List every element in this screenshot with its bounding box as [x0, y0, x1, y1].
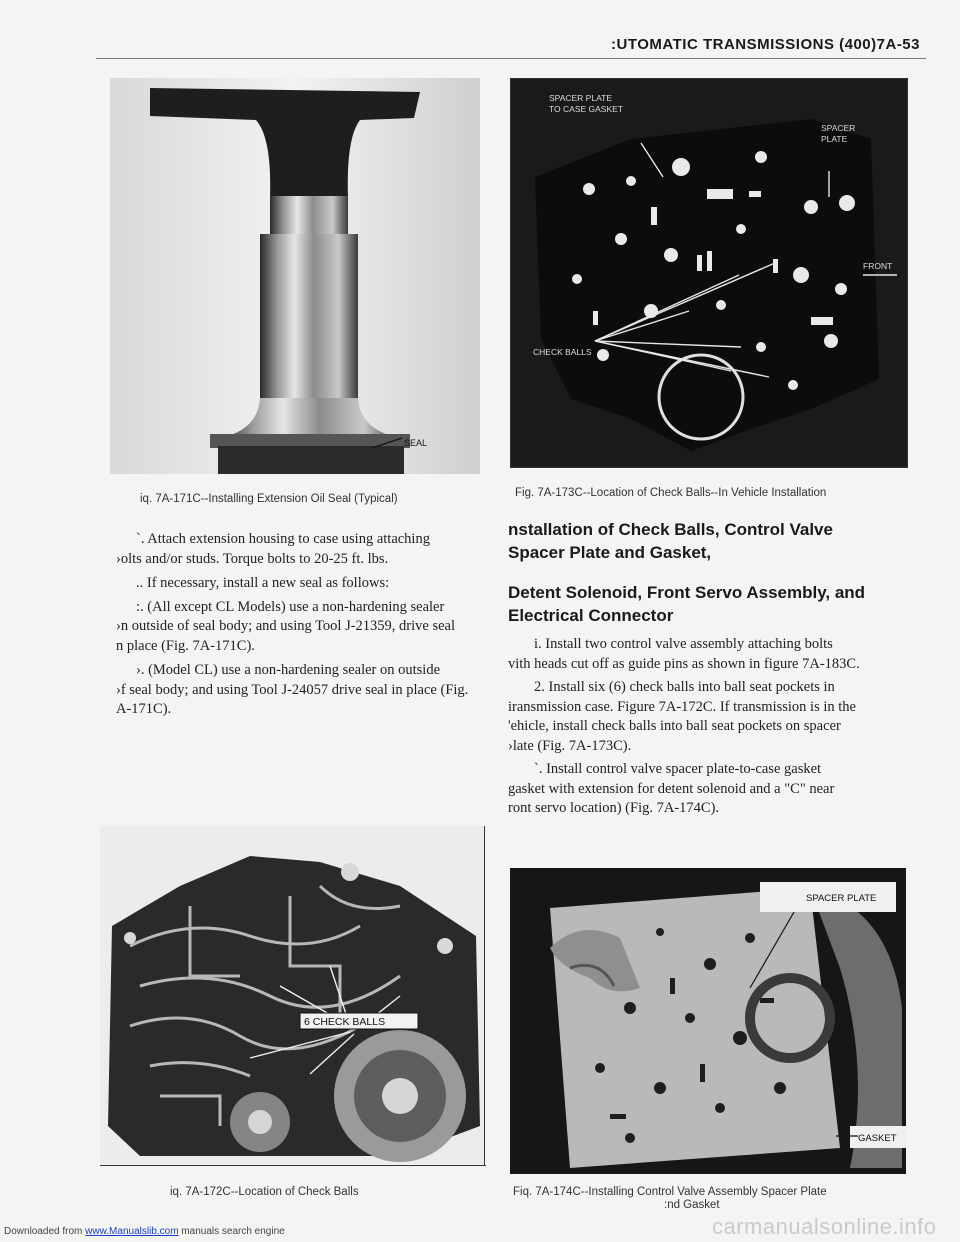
download-footer [4, 1226, 285, 1237]
step-attach-line1: `. Attach extension housing to case using attaching [136, 531, 430, 547]
install-step2-line1: 2. Install six (6) check balls into ball seat pockets in [534, 679, 835, 695]
spacer-plate-label: SPACER PLATE [806, 893, 877, 904]
install-step3-line1: `. Install control valve spacer plate-to-case gasket [534, 761, 822, 777]
heading-installation-line2: Spacer Plate and Gasket, [508, 543, 712, 562]
left-column-text [116, 530, 488, 720]
step-seal-intro: .. If necessary, install a new seal as follows: [136, 575, 390, 591]
case-check-balls-photo [100, 826, 484, 1164]
figure-172c [100, 826, 486, 1166]
step-a-line3: n place (Fig. 7A-171C). [116, 637, 255, 654]
heading-installation-line1: nstallation of Check Balls, Control Valve [508, 520, 833, 539]
figure-173c [510, 78, 908, 468]
figure-frame [907, 78, 908, 468]
six-check-balls-label: 6 CHECK BALLS [304, 1016, 386, 1028]
figure-frame [100, 1165, 486, 1166]
install-step2-line2: iransmission case. Figure 7A-172C. If transmission is in the [508, 698, 856, 715]
figure-173c-caption: Fig. 7A-173C--Location of Check Balls--In Vehicle Installation [515, 487, 827, 499]
step-b-line3: A-171C). [116, 701, 172, 717]
install-step2-line3: 'ehicle, install check balls into ball seat pockets on spacer [508, 718, 841, 734]
spacer-install-photo [510, 868, 906, 1174]
install-step3-line2: gasket with extension for detent solenoid and a "C" near [508, 780, 835, 797]
footer-suffix: manuals search engine [178, 1226, 285, 1237]
spacer-plate-photo [511, 79, 907, 467]
label-spacer-line2: PLATE [821, 134, 848, 144]
label-spacer-line1: SPACER [821, 123, 856, 133]
figure-174c [510, 868, 906, 1174]
gasket-label: GASKET [858, 1133, 897, 1144]
page-header: :UTOMATIC TRANSMISSIONS (400)7A-53 [611, 36, 920, 53]
step-b-line1: ›. (Model CL) use a non-hardening sealer on outside [136, 662, 441, 678]
label-spacer-to-case-line2: TO CASE GASKET [549, 104, 624, 114]
header-rule [96, 58, 926, 59]
figure-frame [484, 826, 485, 1166]
install-step1-line2: vith heads cut off as guide pins as shown in figure 7A-183C. [508, 655, 860, 672]
step-attach-line2: ›olts and/or studs. Torque bolts to 20-25 ft. lbs. [116, 550, 389, 567]
watermark: carmanualsonline.info [712, 1214, 937, 1239]
seal-installer-photo [110, 78, 480, 474]
right-column-text [508, 518, 908, 819]
label-front: FRONT [863, 261, 893, 271]
step-b-line2: ›f seal body; and using Tool J-24057 drive seal in place (Fig. [116, 681, 469, 698]
install-step2-line4: ›late (Fig. 7A-173C). [508, 737, 632, 754]
seal-label: SEAL [404, 438, 428, 448]
figure-172c-caption: iq. 7A-172C--Location of Check Balls [170, 1186, 359, 1198]
install-step3-line3: ront servo location) (Fig. 7A-174C). [508, 800, 720, 816]
manualslib-link[interactable]: www.Manualslib.com [85, 1226, 179, 1237]
footer-prefix: Downloaded from [4, 1226, 86, 1237]
step-a-line2: ›n outside of seal body; and using Tool J-21359, drive seal [116, 618, 456, 634]
heading-detent-line1: Detent Solenoid, Front Servo Assembly, and [508, 583, 866, 602]
step-a-line1: :. (All except CL Models) use a non-hardening sealer [136, 598, 445, 615]
figure-frame [510, 467, 908, 468]
label-spacer-to-case-line1: SPACER PLATE [549, 93, 612, 103]
figure-171c [110, 78, 480, 474]
install-step1-line1: i. Install two control valve assembly attaching bolts [534, 636, 833, 652]
label-check-balls: CHECK BALLS [533, 347, 592, 357]
heading-detent-line2: Electrical Connector [508, 606, 674, 625]
figure-174c-caption-line1: Fiq. 7A-174C--Installing Control Valve Assembly Spacer Plate [513, 1186, 827, 1198]
figure-174c-caption-line2: :nd Gasket [664, 1199, 720, 1211]
figure-171c-caption: iq. 7A-171C--Installing Extension Oil Seal (Typical) [140, 493, 398, 505]
